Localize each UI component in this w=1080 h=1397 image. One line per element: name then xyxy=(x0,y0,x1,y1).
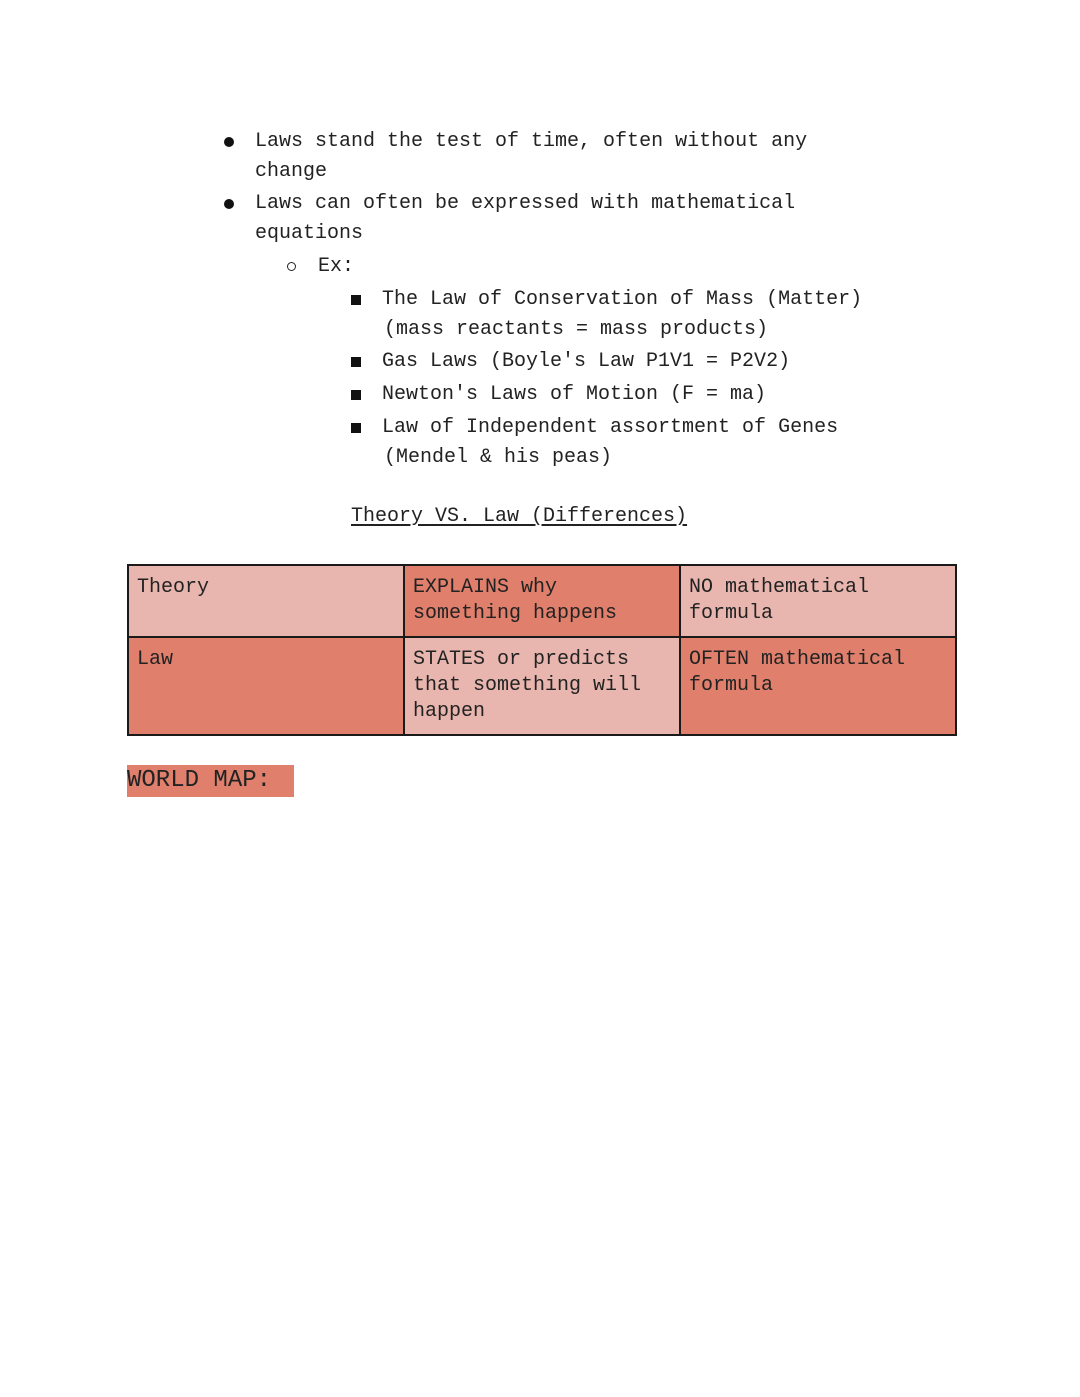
example-text: Newton's Laws of Motion (F = ma) xyxy=(382,383,767,406)
bullet-square-icon xyxy=(351,423,361,433)
bullet-disc-icon xyxy=(224,199,234,209)
example-text: Law of Independent assortment of Genes xyxy=(382,416,839,439)
table-heading: Theory VS. Law (Differences) xyxy=(351,505,688,528)
cell-line: STATES or predicts xyxy=(413,648,630,671)
cell-line: NO mathematical xyxy=(689,576,870,599)
cell-line: something happens xyxy=(413,602,618,625)
cell-line: that something will xyxy=(413,674,642,697)
bullet-circle-icon xyxy=(287,262,296,271)
example-text: Gas Laws (Boyle's Law P1V1 = P2V2) xyxy=(382,350,791,373)
bullet-text: Laws stand the test of time, often without any xyxy=(255,130,808,153)
world-map-label: WORLD MAP: xyxy=(127,765,294,797)
bullet-square-icon xyxy=(351,390,361,400)
purpose-cell xyxy=(404,565,680,637)
cell-line: formula xyxy=(689,674,774,697)
formula-cell xyxy=(680,565,956,637)
cell-line: OFTEN mathematical xyxy=(689,648,906,671)
bullet-disc-icon xyxy=(224,137,234,147)
example-text: (Mendel & his peas) xyxy=(384,446,613,469)
row-label: Law xyxy=(137,648,174,671)
cell-line: EXPLAINS why xyxy=(413,576,558,599)
row-label-cell xyxy=(128,637,404,735)
bullet-text: Laws can often be expressed with mathematical xyxy=(255,192,796,215)
bullet-text: change xyxy=(255,160,328,183)
cell-line: happen xyxy=(413,700,486,723)
example-text: (mass reactants = mass products) xyxy=(384,318,769,341)
comparison-table xyxy=(127,564,957,736)
example-text: The Law of Conservation of Mass (Matter) xyxy=(382,288,863,311)
cell-line: formula xyxy=(689,602,774,625)
purpose-cell xyxy=(404,637,680,735)
row-label-cell xyxy=(128,565,404,637)
formula-cell xyxy=(680,637,956,735)
bullet-square-icon xyxy=(351,357,361,367)
bullet-text: equations xyxy=(255,222,364,245)
bullet-square-icon xyxy=(351,295,361,305)
row-label: Theory xyxy=(137,576,210,599)
table-row xyxy=(128,565,956,637)
table-row xyxy=(128,637,956,735)
sub-bullet-text: Ex: xyxy=(318,255,355,278)
